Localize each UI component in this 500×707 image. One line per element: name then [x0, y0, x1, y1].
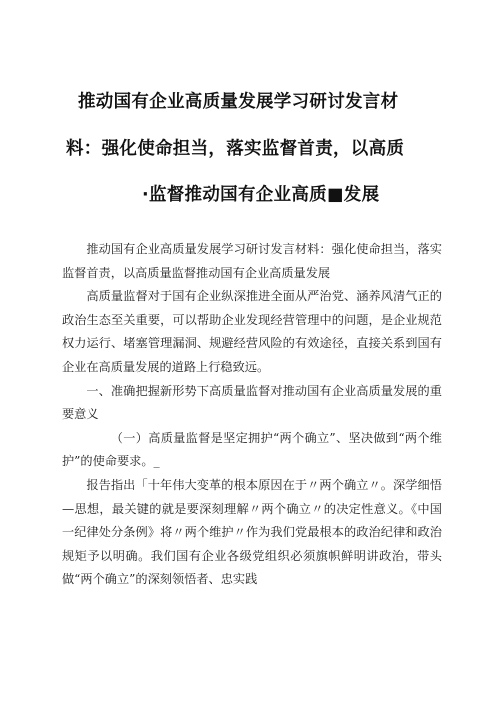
document-title-line-2: 料：强化使命担当，落实监督首责，以高质 [66, 139, 405, 159]
document-body [62, 238, 442, 592]
paragraph-intro: 推动国有企业高质量发展学习研讨发言材料：强化使命担当，落实监督首责，以高质量监督推动国有企业高质量发展 [62, 242, 442, 280]
section-heading-1: 一、准确把握新形势下高质量监督对推动国有企业高质量发展的重要意义 [62, 383, 442, 422]
subsection-heading-1: （一）高质量监督是坚定拥护“两个确立”、坚决做到“两个维护”的使命要求。_ [62, 430, 442, 469]
paragraph-overview: 高质量监督对于国有企业纵深推进全面从严治党、涵养风清气正的政治生态至关重要，可以帮助企业发现经营管理中的问题，是企业规范权力运行、堵塞管理漏洞、规避经营风险的有效途径，直接关系到国有企业在高质量发展的道路上行稳致远。 [62, 289, 442, 374]
document-title-line-1: 推动国有企业高质量发展学习研讨发言材 [78, 92, 399, 112]
paragraph-report: 报告指出「十年伟大变革的根本原因在于〃两个确立〃。深学细悟—思想，最关键的就是要深刻理解〃两个确立〃的决定性意义。《中国一纪律处分条例》将〃两个维护〃作为我们党最根本的政治纪律和政治规矩予以明确。我们国有企业各级党组织必须旗帜鲜明讲政治，带头做“两个确立”的深刻领悟者、忠实践 [62, 477, 442, 587]
document-title-line-3: ·监督推动国有企业高质■发展 [142, 185, 380, 205]
